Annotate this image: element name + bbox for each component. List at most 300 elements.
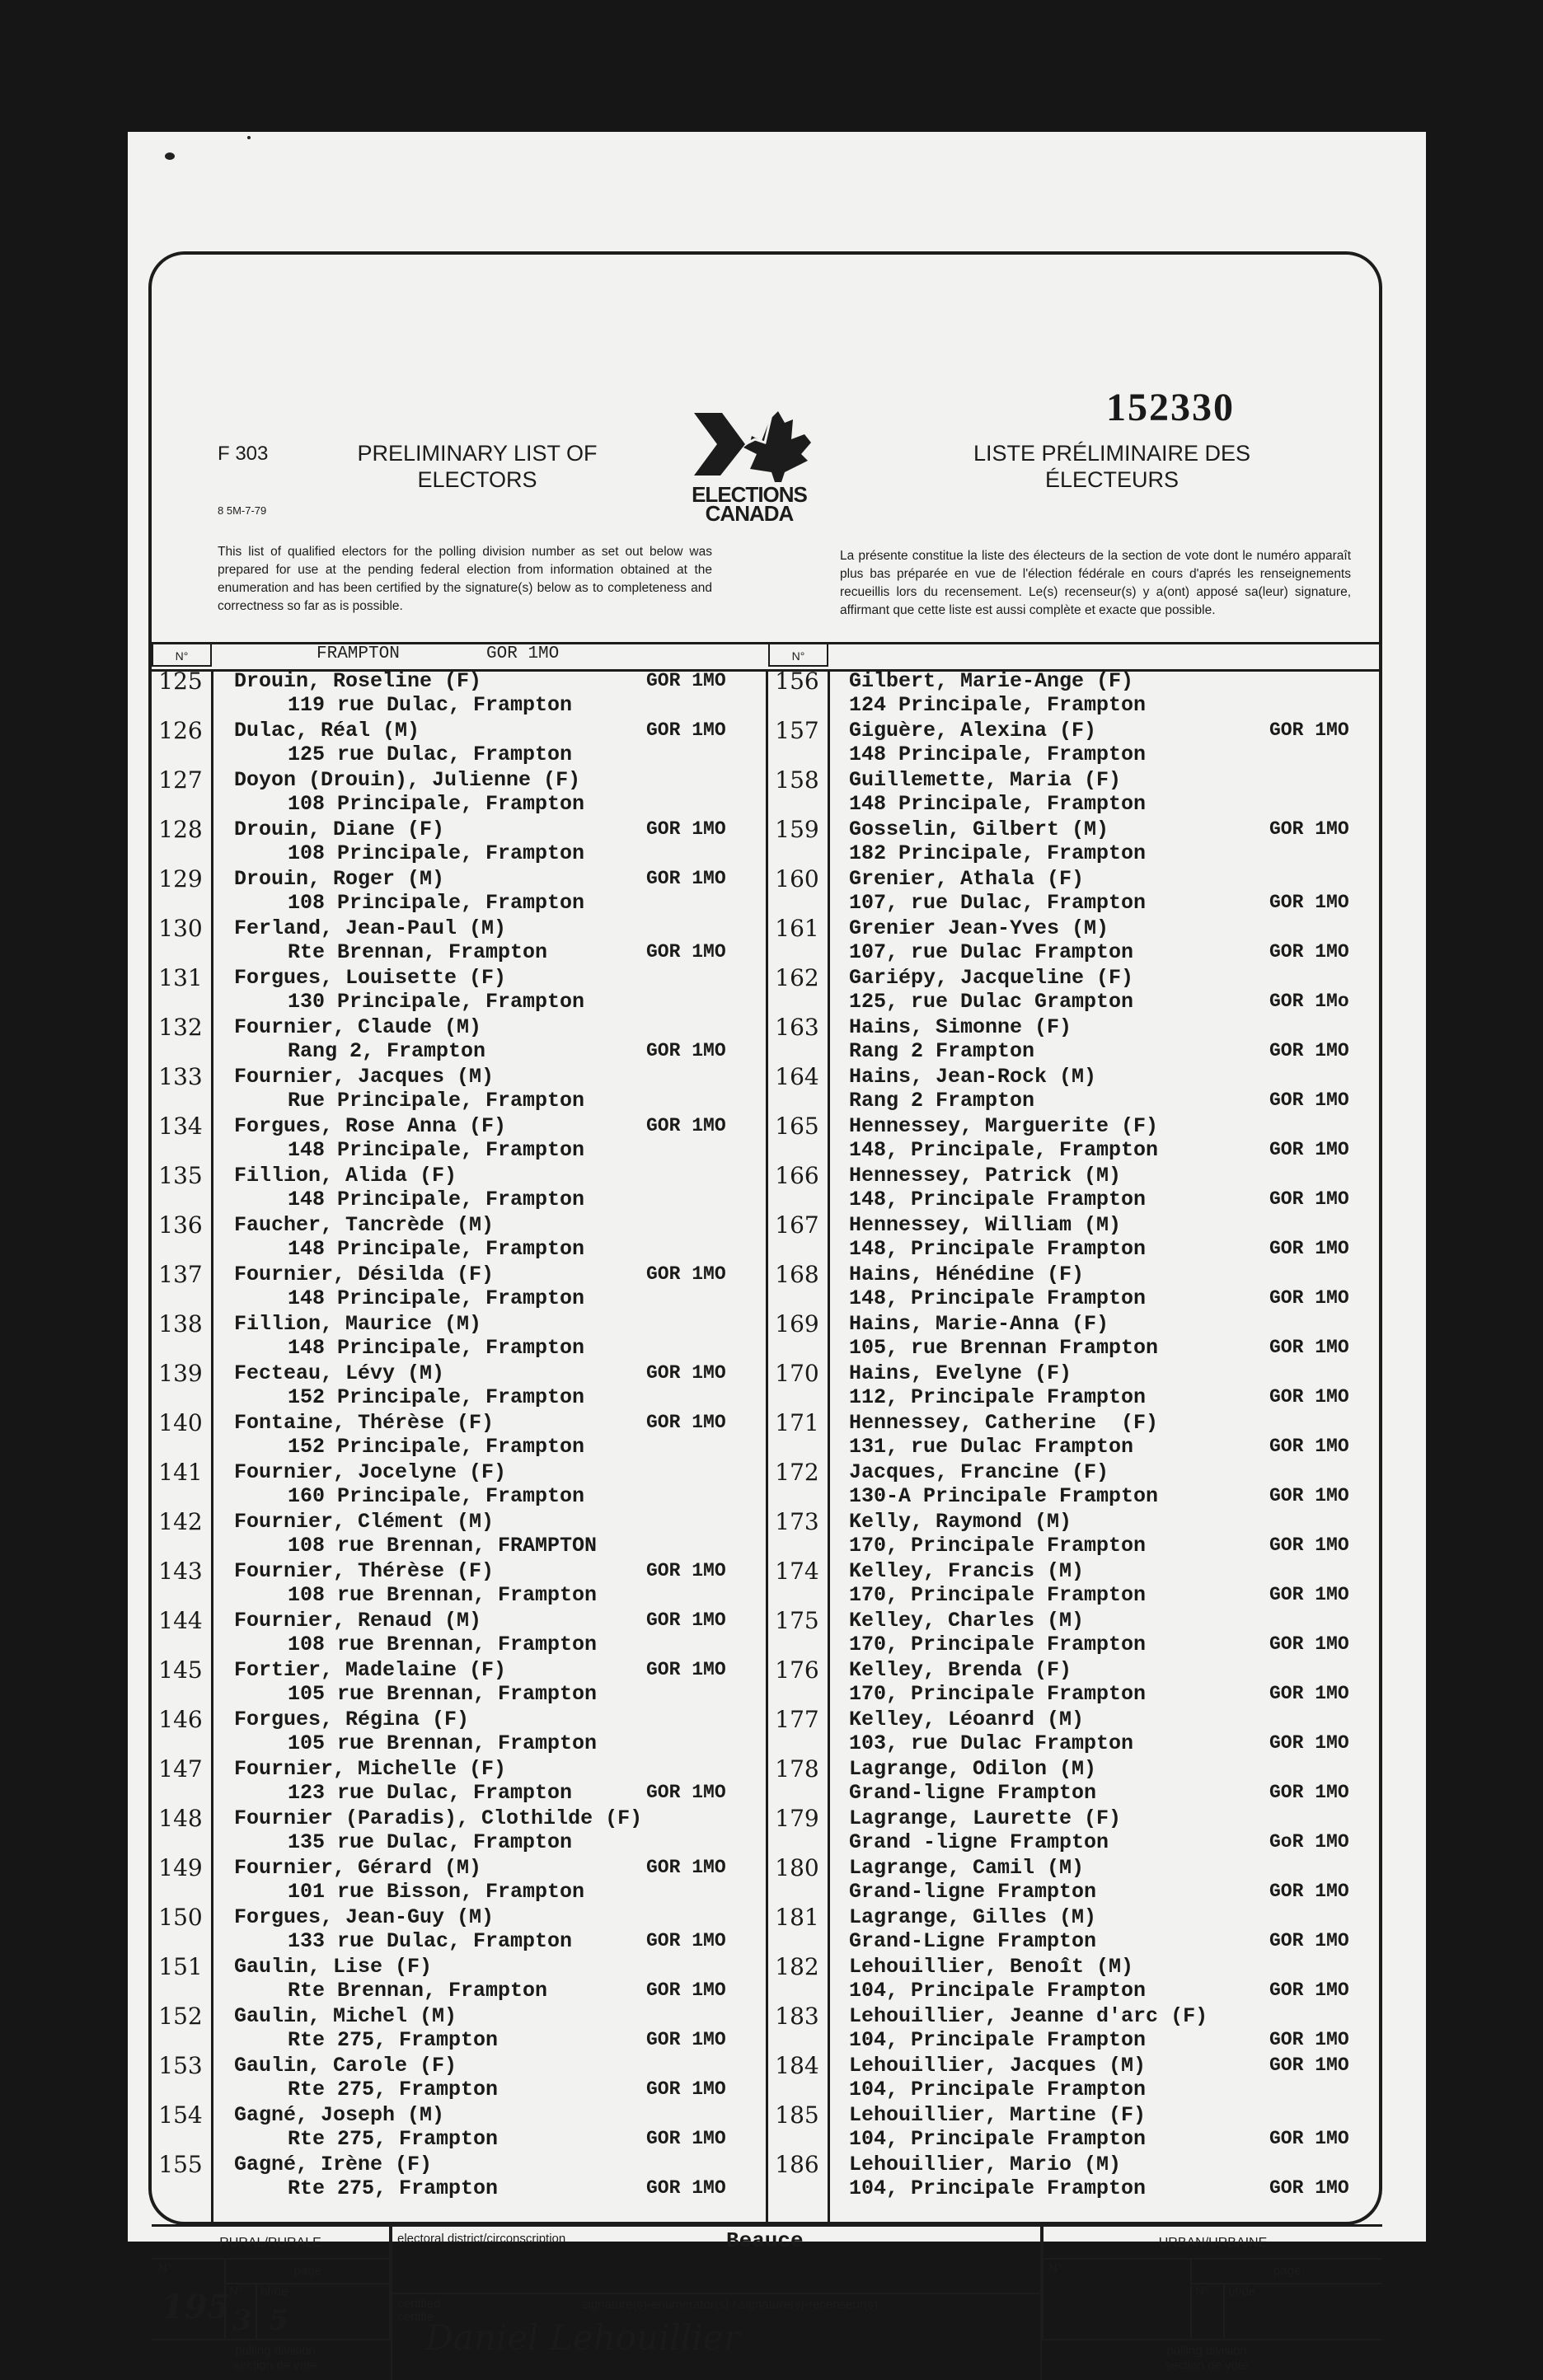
intro-english: This list of qualified electors for the polling division number as set out below was prepared for use at the pending federal election from information obtained at the enumeration and has been certified by the signature(s) below as to completeness and correctness so far as is possible.	[218, 545, 712, 613]
rural-page-no-box	[224, 2283, 257, 2340]
urban-page-no-label: N°	[1195, 2284, 1209, 2298]
elector-address: Rte 275, Frampton	[288, 2176, 499, 2200]
elector-entry	[152, 1708, 768, 1757]
elector-name: Kelley, Brenda (F)	[849, 1658, 1072, 1682]
elector-number: 154	[158, 2101, 203, 2129]
elector-address: Rte Brennan, Frampton	[288, 940, 548, 964]
elector-postal-code: GOR 1MO	[1269, 1881, 1349, 1902]
elector-name: Forgues, Jean-Guy (M)	[234, 1905, 495, 1929]
certified-en: certified	[397, 2297, 441, 2311]
elector-entry	[768, 1609, 1382, 1658]
elector-name: Dulac, Réal (M)	[234, 719, 420, 743]
elector-name: Fournier, Jacques (M)	[234, 1065, 495, 1089]
rural-polling-division-number: 195	[162, 2288, 231, 2326]
ink-speck	[247, 136, 251, 139]
elector-number: 183	[775, 2003, 819, 2030]
elector-postal-code: GOR 1MO	[646, 1362, 726, 1384]
elector-postal-code: GOR 1MO	[1269, 941, 1349, 963]
elector-postal-code: GOR 1MO	[1269, 1337, 1349, 1358]
elector-address: Grand-Ligne Frampton	[849, 1929, 1097, 1953]
elector-name: Grenier Jean-Yves (M)	[849, 916, 1109, 940]
elector-number: 132	[158, 1014, 203, 1041]
elector-postal-code: GOR 1MO	[1269, 1979, 1349, 2001]
polling-division-en: polling division	[1166, 2344, 1247, 2358]
urban-no-label: N°	[1048, 2261, 1062, 2275]
elector-entry	[768, 1510, 1382, 1559]
elector-number: 180	[775, 1854, 819, 1881]
certification-box	[391, 2293, 1042, 2380]
elector-entry	[152, 669, 768, 719]
elector-entry	[768, 1806, 1382, 1856]
elector-postal-code: GOR 1MO	[1269, 1584, 1349, 1605]
elector-number: 173	[775, 1508, 819, 1535]
elector-address: 152 Principale, Frampton	[288, 1435, 585, 1459]
elector-entry	[768, 1213, 1382, 1263]
elector-name: Hains, Evelyne (F)	[849, 1361, 1072, 1385]
elector-name: Fournier, Gérard (M)	[234, 1856, 482, 1880]
enumerator-signature: Daniel Lehouillier	[425, 2317, 740, 2358]
elector-entry	[152, 1757, 768, 1806]
subheading-place: FRAMPTON	[317, 644, 400, 663]
elector-address: 108 rue Brennan, FRAMPTON	[288, 1534, 598, 1558]
elector-postal-code: GOR 1MO	[646, 1857, 726, 1878]
elector-entry	[152, 1213, 768, 1263]
elector-entry	[768, 1411, 1382, 1460]
elector-postal-code: GOR 1MO	[646, 2078, 726, 2100]
elector-name: Forgues, Régina (F)	[234, 1708, 470, 1731]
rural-page-total: 5	[269, 2304, 288, 2337]
elector-name: Hennessey, Patrick (M)	[849, 1164, 1122, 1188]
elector-name: Forgues, Rose Anna (F)	[234, 1114, 507, 1138]
elector-number: 179	[775, 1805, 819, 1832]
elector-entry	[768, 867, 1382, 916]
elector-entry	[152, 1510, 768, 1559]
elector-address: 101 rue Bisson, Frampton	[288, 1880, 585, 1904]
elector-postal-code: GOR 1MO	[1269, 2177, 1349, 2199]
elector-name: Fournier, Clément (M)	[234, 1510, 495, 1534]
elector-address: 148, Principale Frampton	[849, 1286, 1147, 1310]
elector-entry	[152, 1015, 768, 1065]
elector-name: Ferland, Jean-Paul (M)	[234, 916, 507, 940]
elector-name: Lagrange, Laurette (F)	[849, 1806, 1122, 1830]
elector-postal-code: GOR 1MO	[1269, 719, 1349, 741]
elector-name: Kelly, Raymond (M)	[849, 1510, 1072, 1534]
elector-name: Jacques, Francine (F)	[849, 1460, 1109, 1484]
rural-page-label: page	[293, 2264, 321, 2278]
elector-number: 143	[158, 1558, 203, 1585]
elector-name: Giguère, Alexina (F)	[849, 719, 1097, 743]
polling-division-en: polling division	[235, 2344, 316, 2358]
elector-postal-code: GOR 1MO	[646, 2029, 726, 2050]
urban-label: URBAN/URBAINE	[1158, 2236, 1268, 2250]
elector-address: 148 Principale, Frampton	[288, 1138, 585, 1162]
serial-number: 152330	[1106, 386, 1235, 429]
elector-number: 127	[158, 766, 203, 794]
elector-address: 133 rue Dulac, Frampton	[288, 1929, 573, 1953]
elector-number: 145	[158, 1656, 203, 1684]
elector-number: 155	[158, 2151, 203, 2178]
elector-name: Fillion, Maurice (M)	[234, 1312, 482, 1336]
elector-address: Grand -ligne Frampton	[849, 1830, 1109, 1854]
elector-number: 166	[775, 1162, 819, 1189]
elector-number: 175	[775, 1607, 819, 1634]
elector-name: Lagrange, Odilon (M)	[849, 1757, 1097, 1781]
elector-number: 147	[158, 1755, 203, 1783]
elector-entry	[152, 1065, 768, 1114]
elector-entry	[768, 1460, 1382, 1510]
elector-number: 178	[775, 1755, 819, 1783]
electors-column-right	[768, 669, 1382, 2223]
elector-postal-code: GoR 1MO	[1269, 1831, 1349, 1853]
elector-name: Forgues, Louisette (F)	[234, 966, 507, 990]
elector-number: 131	[158, 964, 203, 991]
polling-division-fr: section de vote	[1165, 2359, 1249, 2373]
list-subheading	[317, 644, 559, 663]
elector-entry	[768, 2004, 1382, 2054]
elector-address: 119 rue Dulac, Frampton	[288, 693, 573, 717]
elector-entry	[152, 1114, 768, 1164]
elector-entry	[152, 2054, 768, 2103]
elector-name: Lehouillier, Jeanne d'arc (F)	[849, 2004, 1208, 2028]
elector-entry	[768, 1263, 1382, 1312]
elector-number: 165	[775, 1113, 819, 1140]
urban-polling-no-box	[1042, 2258, 1192, 2340]
elector-name: Gariépy, Jacqueline (F)	[849, 966, 1134, 990]
urban-of-label: of/de	[1228, 2284, 1256, 2298]
elector-entry	[768, 1164, 1382, 1213]
elector-address: 182 Principale, Frampton	[849, 841, 1147, 865]
elector-address: 130-A Principale Frampton	[849, 1484, 1159, 1508]
elector-number: 142	[158, 1508, 203, 1535]
elector-number: 170	[775, 1360, 819, 1387]
elector-name: Fecteau, Lévy (M)	[234, 1361, 445, 1385]
elector-postal-code: GOR 1MO	[646, 1115, 726, 1136]
elector-number: 181	[775, 1904, 819, 1931]
elector-entry	[768, 1708, 1382, 1757]
elector-name: Fortier, Madelaine (F)	[234, 1658, 507, 1682]
elector-number: 129	[158, 865, 203, 892]
elector-number: 182	[775, 1953, 819, 1980]
elector-address: Rte 275, Frampton	[288, 2078, 499, 2101]
elector-postal-code: GOR 1MO	[646, 1782, 726, 1803]
elector-postal-code: GOR 1MO	[1269, 1139, 1349, 1160]
elector-entry	[152, 1658, 768, 1708]
title-french	[939, 440, 1285, 493]
polling-division-fr: section de vote	[233, 2359, 317, 2373]
rural-polling-division-caption	[185, 2344, 366, 2373]
urban-polling-division-caption	[1100, 2344, 1314, 2373]
elector-number: 160	[775, 865, 819, 892]
rural-page-no-label: N°	[229, 2284, 243, 2298]
elector-address: 104, Principale Frampton	[849, 2127, 1147, 2151]
rural-no-label: N°	[158, 2261, 172, 2275]
elector-address: 160 Principale, Frampton	[288, 1484, 585, 1508]
elector-postal-code: GOR 1MO	[1269, 1683, 1349, 1704]
elector-address: 170, Principale Frampton	[849, 1534, 1147, 1558]
elector-number: 151	[158, 1953, 203, 1980]
elector-name: Gaulin, Lise (F)	[234, 1955, 433, 1979]
elector-number: 158	[775, 766, 819, 794]
elector-address: 135 rue Dulac, Frampton	[288, 1830, 573, 1854]
elector-address: 131, rue Dulac Frampton	[849, 1435, 1134, 1459]
elector-entry	[768, 1757, 1382, 1806]
elector-name: Kelley, Léoanrd (M)	[849, 1708, 1085, 1731]
elector-number: 133	[158, 1063, 203, 1090]
elector-entry	[768, 669, 1382, 719]
elector-entry	[768, 1559, 1382, 1609]
elector-address: 170, Principale Frampton	[849, 1633, 1147, 1656]
elector-address: 105, rue Brennan Frampton	[849, 1336, 1159, 1360]
elector-number: 144	[158, 1607, 203, 1634]
urban-page-header	[1190, 2258, 1382, 2284]
elector-entry	[768, 916, 1382, 966]
elector-entry	[768, 1015, 1382, 1065]
urban-page-label: page	[1273, 2264, 1301, 2278]
elector-postal-code: GOR 1MO	[646, 1930, 726, 1951]
elector-postal-code: GOR 1MO	[646, 1040, 726, 1061]
elector-address: Grand-ligne Frampton	[849, 1880, 1097, 1904]
title-french-line1: LISTE PRÉLIMINAIRE DES	[973, 441, 1251, 466]
elector-entry	[152, 1609, 768, 1658]
elector-address: 148, Principale Frampton	[849, 1237, 1147, 1261]
elector-entry	[768, 1361, 1382, 1411]
rural-page-number: 3	[232, 2304, 252, 2337]
elector-address: 148, Principale, Frampton	[849, 1138, 1159, 1162]
elector-address: 152 Principale, Frampton	[288, 1385, 585, 1409]
elector-number: 149	[158, 1854, 203, 1881]
elector-number: 157	[775, 717, 819, 744]
elector-name: Fournier, Désilda (F)	[234, 1263, 495, 1286]
elector-postal-code: GOR 1MO	[1269, 1534, 1349, 1556]
elector-name: Drouin, Diane (F)	[234, 818, 445, 841]
elector-number: 163	[775, 1014, 819, 1041]
elector-number: 146	[158, 1706, 203, 1733]
form-footer	[152, 2224, 1382, 2373]
elector-name: Drouin, Roseline (F)	[234, 669, 482, 693]
elector-postal-code: GOR 1MO	[646, 719, 726, 741]
elector-address: 148 Principale, Frampton	[849, 743, 1147, 766]
elector-number: 130	[158, 915, 203, 942]
elector-postal-code: GOR 1Mo	[1269, 991, 1349, 1012]
intro-french: La présente constitue la liste des électeurs de la section de vote dont le numéro apparaît plus bas préparée en vue de l'élection fédérale en cours d'aprés les renseignements recueillis lors du recensement. Le(s) recenseur(s) y a(ont) apposé sa(leur) signature, affirmant que cette liste est aussi complète et exacte que possible.	[840, 549, 1351, 617]
elector-postal-code: GOR 1MO	[1269, 2128, 1349, 2149]
elector-address: Grand-ligne Frampton	[849, 1781, 1097, 1805]
elector-name: Fillion, Alida (F)	[234, 1164, 457, 1188]
elector-address: 148 Principale, Frampton	[288, 1188, 585, 1211]
elector-address: 130 Principale, Frampton	[288, 990, 585, 1014]
elector-entry	[768, 966, 1382, 1015]
elector-postal-code: GOR 1MO	[646, 2177, 726, 2199]
elector-entry	[152, 2153, 768, 2202]
elector-entry	[152, 1312, 768, 1361]
elector-postal-code: GOR 1MO	[646, 2128, 726, 2149]
elector-entry	[768, 2153, 1382, 2202]
elector-name: Hennessey, Marguerite (F)	[849, 1114, 1159, 1138]
elector-number: 168	[775, 1261, 819, 1288]
elector-number: 141	[158, 1459, 203, 1486]
elector-number: 167	[775, 1211, 819, 1239]
elector-name: Fournier, Claude (M)	[234, 1015, 482, 1039]
elector-address: 105 rue Brennan, Frampton	[288, 1682, 598, 1706]
elector-number: 140	[158, 1409, 203, 1436]
urban-header-box	[1042, 2227, 1382, 2260]
elector-address: 148 Principale, Frampton	[288, 1286, 585, 1310]
elector-address: 108 Principale, Frampton	[288, 841, 585, 865]
elector-number: 150	[158, 1904, 203, 1931]
urban-page-of-box	[1223, 2283, 1382, 2340]
elector-name: Lehouillier, Jacques (M)	[849, 2054, 1147, 2078]
elector-name: Gilbert, Marie-Ange (F)	[849, 669, 1134, 693]
elector-postal-code: GOR 1MO	[1269, 1782, 1349, 1803]
elector-postal-code: GOR 1MO	[1269, 1040, 1349, 1061]
elector-name: Hains, Simonne (F)	[849, 1015, 1072, 1039]
elector-entry	[152, 719, 768, 768]
elector-address: 104, Principale Frampton	[849, 2176, 1147, 2200]
elector-name: Hennessey, Catherine (F)	[849, 1411, 1159, 1435]
elector-name: Fournier, Michelle (F)	[234, 1757, 507, 1781]
title-french-line2: ÉLECTEURS	[1044, 467, 1180, 492]
subheading-postal-code: GOR 1MO	[486, 644, 560, 663]
column-no-label-left: N°	[152, 642, 212, 667]
elector-postal-code: GOR 1MO	[1269, 1436, 1349, 1457]
elector-number: 171	[775, 1409, 819, 1436]
elector-entry	[768, 1065, 1382, 1114]
elector-entry	[768, 1856, 1382, 1905]
elector-postal-code: GOR 1MO	[646, 1412, 726, 1433]
print-code: 8 5M-7-79	[218, 504, 267, 517]
elections-canada-logo	[679, 403, 819, 543]
elector-entry	[152, 2103, 768, 2153]
elector-address: 148, Principale Frampton	[849, 1188, 1147, 1211]
elector-name: Gaulin, Michel (M)	[234, 2004, 457, 2028]
elector-name: Fournier, Thérèse (F)	[234, 1559, 495, 1583]
elector-address: Rue Principale, Frampton	[288, 1089, 585, 1113]
elector-number: 126	[158, 717, 203, 744]
elector-entry	[152, 1856, 768, 1905]
elector-address: 123 rue Dulac, Frampton	[288, 1781, 573, 1805]
urban-page-no-box	[1190, 2283, 1225, 2340]
elector-postal-code: GOR 1MO	[1269, 1633, 1349, 1655]
elector-entry	[152, 1559, 768, 1609]
elector-postal-code: GOR 1MO	[1269, 1238, 1349, 1259]
elector-name: Hains, Hénédine (F)	[849, 1263, 1085, 1286]
elector-address: 170, Principale Frampton	[849, 1583, 1147, 1607]
elector-address: 148 Principale, Frampton	[288, 1237, 585, 1261]
elector-number: 161	[775, 915, 819, 942]
electors-list-form	[148, 251, 1382, 2373]
electoral-district-label: electoral district/circonscription	[397, 2232, 566, 2246]
elector-address: 148 Principale, Frampton	[288, 1336, 585, 1360]
elector-number: 172	[775, 1459, 819, 1486]
logo-wordmark	[679, 482, 819, 526]
elector-entry	[768, 2054, 1382, 2103]
form-number: F 303	[218, 443, 269, 465]
elector-entry	[152, 768, 768, 818]
elector-postal-code: GOR 1MO	[646, 818, 726, 840]
elector-entry	[768, 1114, 1382, 1164]
elector-address: Rte 275, Frampton	[288, 2028, 499, 2052]
elector-name: Faucher, Tancrède (M)	[234, 1213, 495, 1237]
elector-number: 138	[158, 1310, 203, 1338]
title-english	[337, 440, 617, 493]
title-english-line2: ELECTORS	[417, 467, 537, 492]
elector-address: Rte 275, Frampton	[288, 2127, 499, 2151]
rural-page-header	[224, 2258, 391, 2284]
elector-number: 162	[775, 964, 819, 991]
elector-postal-code: GOR 1MO	[1269, 2029, 1349, 2050]
rural-header-box	[152, 2227, 391, 2260]
elector-name: Fontaine, Thérèse (F)	[234, 1411, 495, 1435]
elector-postal-code: GOR 1MO	[1269, 2054, 1349, 2076]
elector-address: 107, rue Dulac Frampton	[849, 940, 1134, 964]
elector-postal-code: GOR 1MO	[646, 1979, 726, 2001]
elector-name: Hains, Jean-Rock (M)	[849, 1065, 1097, 1089]
elector-entry	[152, 867, 768, 916]
elector-entry	[152, 818, 768, 867]
elector-address: Rang 2 Frampton	[849, 1039, 1035, 1063]
elector-name: Hains, Marie-Anna (F)	[849, 1312, 1109, 1336]
elector-postal-code: GOR 1MO	[1269, 1287, 1349, 1309]
elector-entry	[768, 1312, 1382, 1361]
elector-address: 108 rue Brennan, Frampton	[288, 1633, 598, 1656]
elector-name: Kelley, Charles (M)	[849, 1609, 1085, 1633]
elector-entry	[768, 719, 1382, 768]
elector-address: 104, Principale Frampton	[849, 1979, 1147, 2003]
elector-number: 125	[158, 668, 203, 695]
elector-entry	[152, 1361, 768, 1411]
elector-entry	[768, 1905, 1382, 1955]
elector-name: Lehouillier, Benoît (M)	[849, 1955, 1134, 1979]
elector-entry	[152, 916, 768, 966]
elector-entry	[152, 2004, 768, 2054]
elector-number: 174	[775, 1558, 819, 1585]
elector-postal-code: GOR 1MO	[646, 1659, 726, 1680]
elector-name: Kelley, Francis (M)	[849, 1559, 1085, 1583]
elector-number: 184	[775, 2052, 819, 2079]
elector-number: 152	[158, 2003, 203, 2030]
elector-postal-code: GOR 1MO	[1269, 892, 1349, 913]
elector-entry	[768, 1955, 1382, 2004]
logo-line2: CANADA	[705, 501, 794, 526]
elector-name: Fournier (Paradis), Clothilde (F)	[234, 1806, 643, 1830]
rural-of-label: of/de	[260, 2284, 288, 2298]
elector-entry	[768, 2103, 1382, 2153]
elector-number: 169	[775, 1310, 819, 1338]
elector-postal-code: GOR 1MO	[646, 670, 726, 691]
elector-name: Lehouillier, Mario (M)	[849, 2153, 1122, 2176]
elector-number: 136	[158, 1211, 203, 1239]
elector-postal-code: GOR 1MO	[1269, 1732, 1349, 1754]
elector-name: Doyon (Drouin), Julienne (F)	[234, 768, 581, 792]
elector-number: 176	[775, 1656, 819, 1684]
elector-postal-code: GOR 1MO	[1269, 1485, 1349, 1506]
elector-address: 108 Principale, Frampton	[288, 792, 585, 816]
elector-entry	[768, 818, 1382, 867]
elector-name: Lehouillier, Martine (F)	[849, 2103, 1147, 2127]
elector-address: Rte Brennan, Frampton	[288, 1979, 548, 2003]
logo-line1: ELECTIONS	[692, 482, 807, 507]
elector-entry	[152, 1905, 768, 1955]
elector-number: 128	[158, 816, 203, 843]
ink-speck	[165, 152, 175, 160]
elector-number: 134	[158, 1113, 203, 1140]
elector-postal-code: GOR 1MO	[646, 941, 726, 963]
elector-postal-code: GOR 1MO	[1269, 1386, 1349, 1408]
elector-entry	[768, 768, 1382, 818]
elector-number: 139	[158, 1360, 203, 1387]
elector-address: Rang 2, Frampton	[288, 1039, 486, 1063]
elector-postal-code: GOR 1MO	[646, 868, 726, 889]
